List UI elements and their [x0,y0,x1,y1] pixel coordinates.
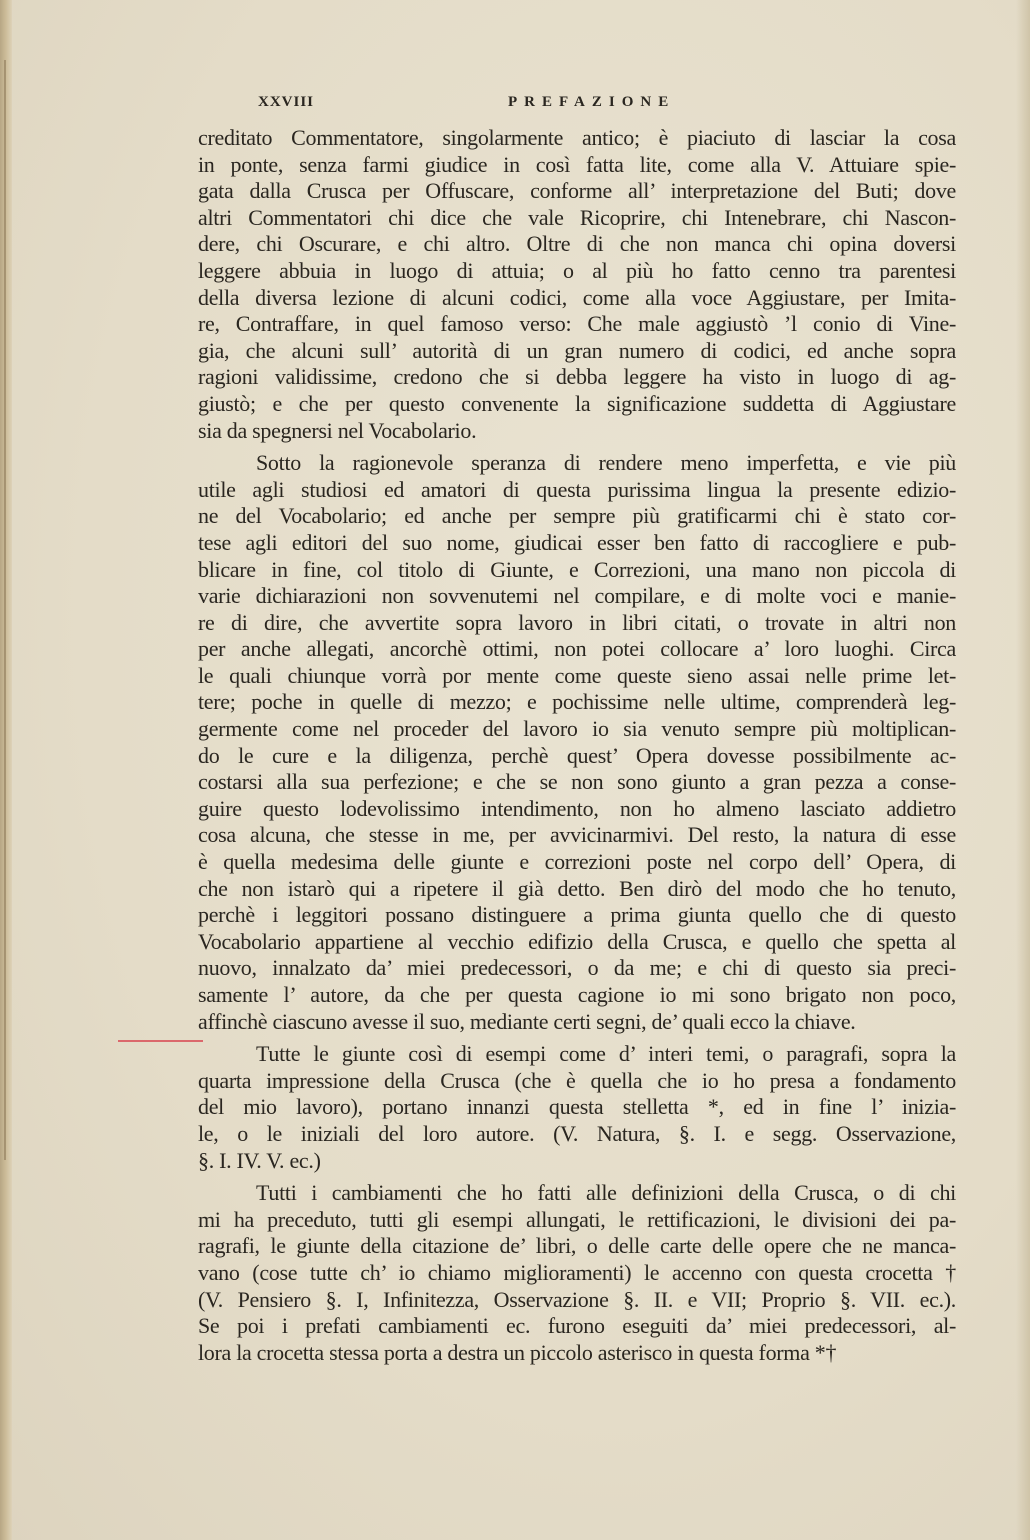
body-text [198,125,956,1366]
text-line: quarta impressione della Crusca (che è quella che io ho presa a fondamento [198,1067,956,1093]
text-line: mi ha preceduto, tutti gli esempi allungati, le rettificazioni, le divisioni dei pa- [198,1206,956,1232]
text-line: guire questo lodevolissimo intendimento, non ho almeno lasciato addietro [198,795,956,821]
text-line: gia, che alcuni sull’ autorità di un gran numero di codici, ed anche sopra [198,337,956,363]
text-line: giustò; e che per questo convenente la significazione suddetta di Aggiustare [198,390,956,416]
text-line: costarsi alla sua perfezione; e che se non sono giunto a gran pezza a conse- [198,769,956,795]
book-spine-shadow [0,0,12,1540]
text-line: §. I. IV. V. ec.) [198,1147,321,1173]
paragraph [198,1180,956,1366]
running-head [258,94,958,118]
text-line: cosa alcuna, che stesse in me, per avvicinarmivi. Del resto, la natura di esse [198,822,956,848]
text-line: ne del Vocabolario; ed anche per sempre più gratificarmi chi è stato cor- [198,503,956,529]
text-line: utile agli studiosi ed amatori di questa purissima lingua la presente edizio- [198,476,956,502]
text-line: che non istarò qui a ripetere il già detto. Ben dirò del modo che ho tenuto, [198,875,956,901]
text-line: le quali chiunque vorrà por mente come queste sieno assai nelle prime let- [198,662,956,688]
text-line: della diversa lezione di alcuni codici, come alla voce Aggiustare, per Imita- [198,284,956,310]
text-line: Tutti i cambiamenti che ho fatti alle definizioni della Crusca, o di chi [256,1180,956,1206]
text-line: do le cure e la diligenza, perchè quest’ Opera dovesse possibilmente ac- [198,742,956,768]
text-line: ragioni validissime, credono che si debba leggere ha visto in luogo di ag- [198,364,956,390]
text-line: altri Commentatori chi dice che vale Ricoprire, chi Intenebrare, chi Nascon- [198,204,956,230]
paragraph [198,450,956,1035]
text-line: in ponte, senza farmi giudice in così fatta lite, come alla V. Attuiare spie- [198,151,956,177]
text-line: re di dire, che avvertite sopra lavoro in libri citati, o trovate in altri non [198,609,956,635]
paragraph [198,125,956,444]
text-line: le, o le iniziali del loro autore. (V. Natura, §. I. e segg. Osservazione, [198,1120,956,1146]
text-line: Vocabolario appartiene al vecchio edifizio della Crusca, e quello che spetta al [198,928,956,954]
running-title: PREFAZIONE [508,94,676,110]
text-line: per anche allegati, ancorchè ottimi, non potei collocare a’ loro luoghi. Circa [198,636,956,662]
text-line: è quella medesima delle giunte e correzioni poste nel corpo dell’ Opera, di [198,849,956,875]
text-line: tese agli editori del suo nome, giudicai esser ben fatto di raccogliere e pub- [198,529,956,555]
paragraph [198,1041,956,1174]
text-line: ragrafi, le giunte della citazione de’ libri, o delle carte delle opere che ne manca- [198,1233,956,1259]
text-line: varie dichiarazioni non sovvenutemi nel compilare, e di molte voci e manie- [198,583,956,609]
text-line: germente come nel proceder del lavoro io sia venuto sempre più moltiplican- [198,716,956,742]
page-edge-shadow [1016,0,1030,1540]
margin-pencil-mark [118,1040,203,1042]
text-line: perchè i leggitori possano distinguere a prima giunta quello che di questo [198,902,956,928]
binding-line [4,60,6,1160]
text-line: re, Contraffare, in quel famoso verso: Che male aggiustò ’l conio di Vine- [198,311,956,337]
text-line: Tutte le giunte così di esempi come d’ interi temi, o paragrafi, sopra la [256,1041,956,1067]
page-number: XXVIII [258,94,315,110]
text-line: gata dalla Crusca per Offuscare, conforme all’ interpretazione del Buti; dove [198,178,956,204]
text-line: vano (cose tutte ch’ io chiamo miglioramenti) le accenno con questa crocetta † [198,1259,956,1285]
text-line: Sotto la ragionevole speranza di rendere meno imperfetta, e vie più [256,450,956,476]
text-line: creditato Commentatore, singolarmente antico; è piaciuto di lasciar la cosa [198,125,956,150]
text-line: blicare in fine, col titolo di Giunte, e Correzioni, una mano non piccola di [198,556,956,582]
text-line: (V. Pensiero §. I, Infinitezza, Osservazione §. II. e VII; Proprio §. VII. ec.). [198,1286,956,1312]
text-line: Se poi i prefati cambiamenti ec. furono eseguiti da’ miei predecessori, al- [198,1313,956,1339]
text-line: lora la crocetta stessa porta a destra un piccolo asterisco in questa forma *† [198,1339,837,1365]
text-line: tere; poche in quelle di mezzo; e pochissime nelle ultime, comprenderà leg- [198,689,956,715]
text-line: nuovo, innalzato da’ miei predecessori, o da me; e chi di questo sia preci- [198,955,956,981]
text-line: sia da spegnersi nel Vocabolario. [198,417,477,443]
text-line: samente l’ autore, da che per questa cagione io mi sono brigato non poco, [198,982,956,1007]
text-line: del mio lavoro), portano innanzi questa stelletta *, ed in fine l’ inizia- [198,1094,956,1120]
text-line: leggere abbuia in luogo di attuia; o al più ho fatto cenno tra parentesi [198,257,956,283]
text-line: affinchè ciascuno avesse il suo, mediante certi segni, de’ quali ecco la chiave. [198,1008,856,1034]
text-line: dere, chi Oscurare, e chi altro. Oltre di che non manca chi opina doversi [198,231,956,257]
